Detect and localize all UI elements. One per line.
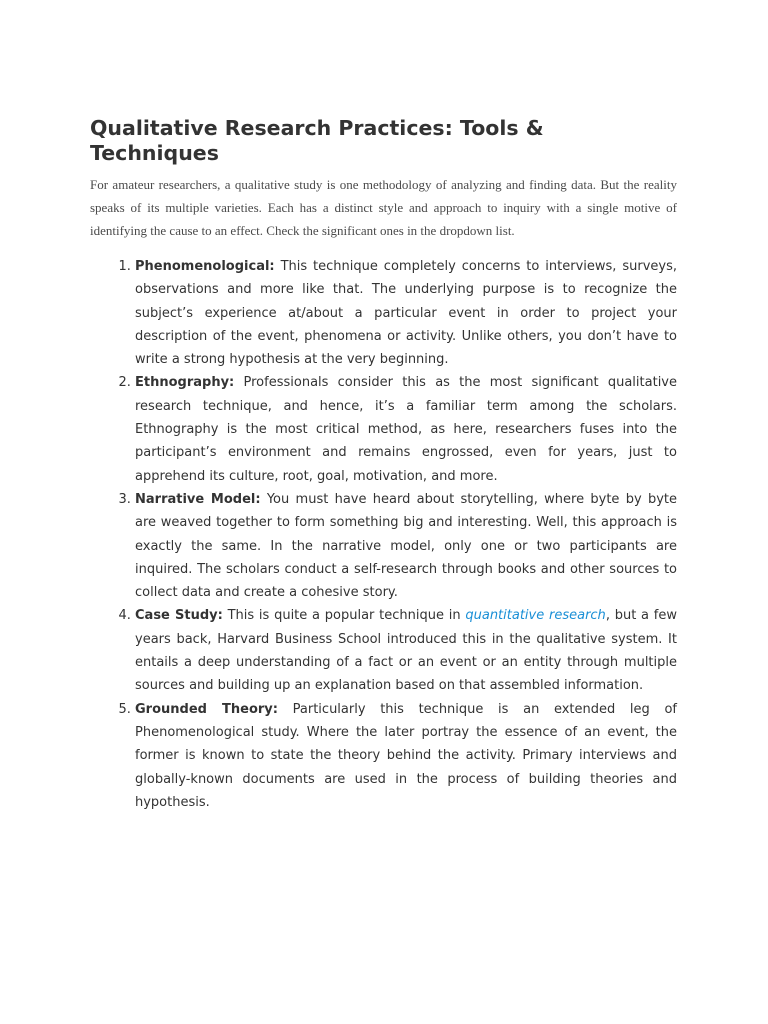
list-item-ethnography <box>135 371 677 487</box>
list-item-phenomenological <box>135 255 677 371</box>
intro-paragraph: For amateur researchers, a qualitative study is one methodology of analyzing and finding data. But the reality speaks of its multiple varieties. Each has a distinct style and approach to inquiry with a single motive of identifying the cause to an effect. Check the significant ones in the dropdown list. <box>90 177 677 238</box>
quantitative-research-link[interactable]: quantitative research <box>465 608 606 624</box>
item-term: Ethnography: <box>135 375 235 391</box>
list-item-case-study <box>135 604 677 697</box>
item-text: Professionals consider this as the most significant qualitative research technique, and hence, it’s a familiar term among the scholars. Ethnography is the most critical method, as here, researchers fuses into the participant’s environment and remains engrossed, even for years, just to apprehend its culture, root, goal, motivation, and more. <box>135 375 677 484</box>
list-item-narrative-model <box>135 488 677 604</box>
item-text: Particularly this technique is an extended leg of Phenomenological study. Where the later portray the essence of an event, the former is known to state the theory behind the activity. Primary interviews and globally-known documents are used in the process of building theories and hypothesis. <box>135 701 677 810</box>
item-text: This is quite a popular technique in <box>227 608 461 624</box>
list-item-grounded-theory <box>135 698 677 814</box>
item-term: Narrative Model: <box>135 491 261 507</box>
item-term: Case Study: <box>135 608 223 624</box>
item-term: Phenomenological: <box>135 259 275 274</box>
page-title: Qualitative Research Practices: Tools & Techniques <box>90 116 544 165</box>
item-text: You must have heard about storytelling, where byte by byte are weaved together to form something big and interesting. Well, this approach is exactly the same. In the narrative model, only one or two participants are inquired. The scholars conduct a self-research through books and other sources to collect data and create a cohesive story. <box>135 491 677 601</box>
item-text: This technique completely concerns to interviews, surveys, observations and more like that. The underlying purpose is to recognize the subject’s experience at/about a particular event in order to project your description of the event, phenomena or activity. Unlike others, you don’t have to write a strong hypothesis at the very beginning. <box>135 259 677 368</box>
item-text: , but a few years back, Harvard Business School introduced this in the qualitative system. It entails a deep understanding of a fact or an event or an entity through multiple sources and building up an explanation based on that assembled information. <box>135 608 677 694</box>
techniques-list <box>90 255 677 814</box>
item-term: Grounded Theory: <box>135 701 278 717</box>
document-page <box>90 116 677 814</box>
